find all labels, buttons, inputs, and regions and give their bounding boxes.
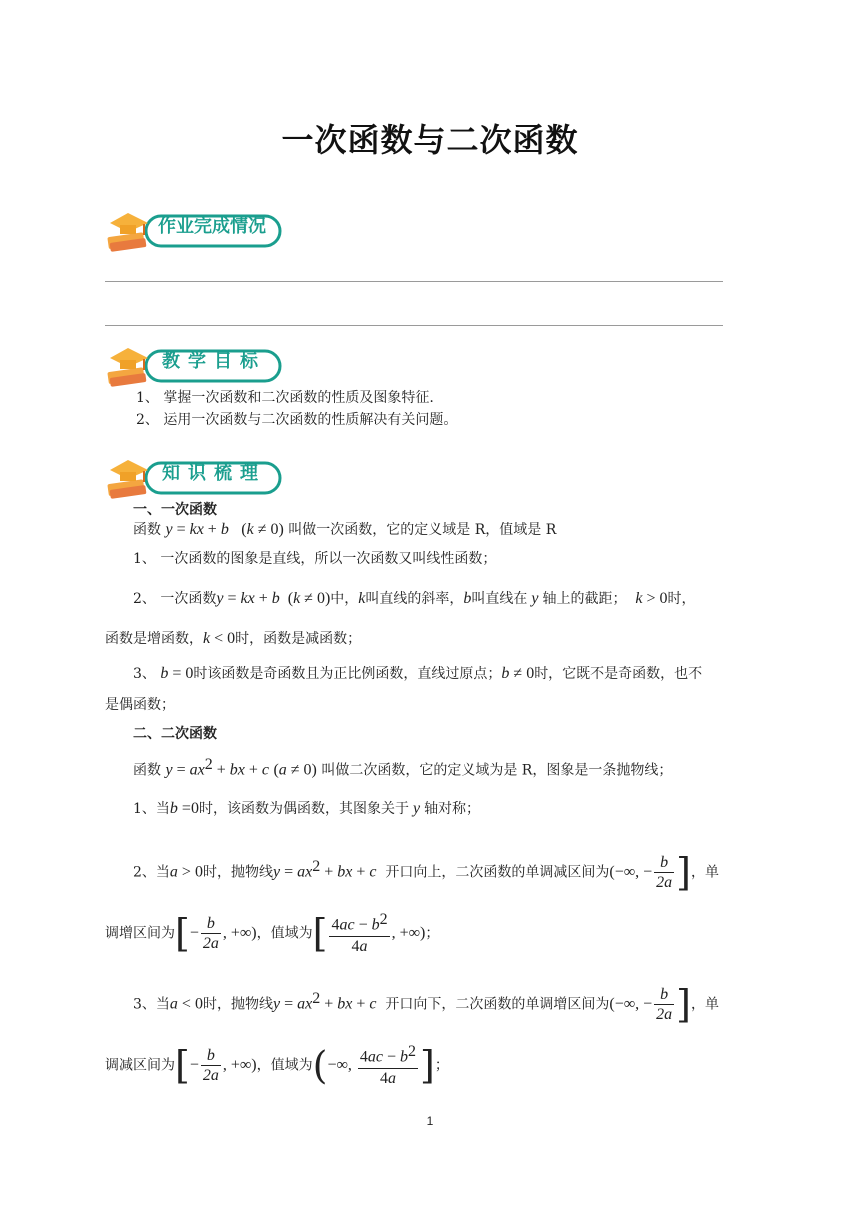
part1-definition: 函数 y = kx + b (k ≠ 0) 叫做一次函数，它的定义域是 R，值域是 R (133, 521, 557, 538)
page-title: 一次函数与二次函数 (281, 121, 579, 159)
part2-heading: 二、二次函数 (133, 726, 217, 742)
part2-item3-cont: 调减区间为[− $\frac{b}{2a}$ , +∞)，值域为(−∞, $\frac{4ac - b^2}{4a}$ ]； (105, 1043, 449, 1088)
goal-item: 2、 运用一次函数与二次函数的性质解决有关问题。 (136, 412, 458, 428)
answer-line (105, 325, 723, 326)
part1-item3: 3、 b = 0时该函数是奇函数且为正比例函数，直线过原点；b ≠ 0时，它既不是奇函数，也不 (133, 665, 703, 682)
part2-item2: 2、当a > 0时，抛物线$y = ax^2$ + bx + c 开口向上，二次函数的单调减区间为(−∞, − $\frac{b}{2a}$ ]，单 (133, 850, 719, 895)
part1-heading: 一、一次函数 (133, 502, 217, 518)
part1-item3-cont: 是偶函数； (105, 697, 175, 713)
part1-item2-cont: 函数是增函数，k < 0时，函数是减函数； (105, 630, 362, 647)
section-badge-homework (104, 205, 289, 255)
section-title-goals: 教学目标 (162, 351, 266, 372)
section-title-knowledge: 知识梳理 (162, 463, 266, 484)
part2-item1: 1、当b =0时，该函数为偶函数，其图象关于 y 轴对称； (133, 800, 481, 817)
answer-line (105, 281, 723, 282)
page-number: 1 (426, 1114, 434, 1128)
part2-item3: 3、当a < 0时，抛物线$y = ax^2$ + bx + c 开口向下，二次函数的单调增区间为(−∞, − $\frac{b}{2a}$ ]，单 (133, 982, 719, 1027)
section-badge-knowledge (104, 452, 289, 502)
section-badge-goals (104, 340, 289, 390)
part2-definition: 函数 $y = ax^2$ + bx + c (a ≠ 0) 叫做二次函数，它的定义域为是 R，图象是一条抛物线； (133, 756, 673, 779)
goal-item: 1、 掌握一次函数和二次函数的性质及图象特征. (136, 390, 434, 406)
part1-item2: 2、 一次函数y = kx + b (k ≠ 0)中，k叫直线的斜率，b叫直线在 y 轴上的截距； k > 0时， (133, 590, 696, 607)
part2-item2-cont: 调增区间为[− $\frac{b}{2a}$ , +∞)，值域为[ $\frac{4ac - b^2}{4a}$ , +∞)； (105, 911, 440, 956)
section-title-homework: 作业完成情况 (158, 216, 266, 237)
part1-item1: 1、 一次函数的图象是直线，所以一次函数又叫线性函数； (133, 551, 497, 567)
